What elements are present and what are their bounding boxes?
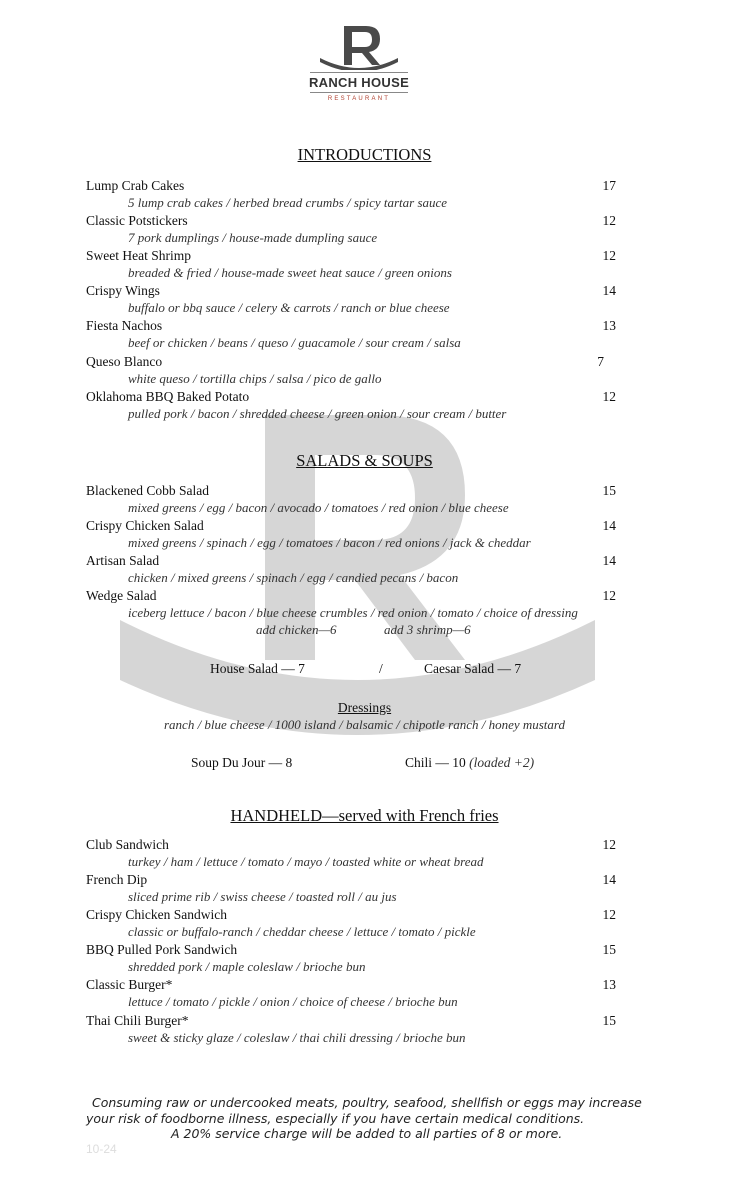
- item-price: 13: [602, 977, 616, 992]
- menu-item: [86, 388, 616, 423]
- item-price: 15: [602, 1013, 616, 1028]
- menu-item: [86, 177, 616, 212]
- item-desc: mixed greens / spinach / egg / tomatoes / bacon / red onions / jack & cheddar: [128, 535, 531, 550]
- chili-note: (loaded +2): [469, 755, 535, 770]
- item-name: Sweet Heat Shrimp: [86, 248, 191, 263]
- item-desc: turkey / ham / lettuce / tomato / mayo / toasted white or wheat bread: [128, 854, 484, 869]
- item-desc: lettuce / tomato / pickle / onion / choice of cheese / brioche bun: [128, 994, 458, 1009]
- item-price: 14: [602, 283, 616, 298]
- item-desc: mixed greens / egg / bacon / avocado / tomatoes / red onion / blue cheese: [128, 500, 509, 515]
- section-title-salads: SALADS & SOUPS: [296, 451, 433, 470]
- menu-item: [86, 517, 616, 552]
- brand-name: RANCH HOUSE: [308, 75, 410, 90]
- menu-item: [86, 353, 616, 388]
- menu-item: [86, 587, 616, 622]
- item-price: 15: [602, 483, 616, 498]
- menu-item: [86, 836, 616, 871]
- item-price: 12: [602, 588, 616, 603]
- chili: [405, 755, 534, 771]
- item-name: Crispy Chicken Sandwich: [86, 907, 227, 922]
- salad-divider: /: [379, 661, 383, 676]
- item-desc: pulled pork / bacon / shredded cheese / green onion / sour cream / butter: [128, 406, 507, 421]
- logo-rule-top: [310, 72, 408, 73]
- chili-label: Chili — 10: [405, 755, 466, 770]
- dressings-title: Dressings: [337, 700, 392, 715]
- item-name: Oklahoma BBQ Baked Potato: [86, 389, 250, 404]
- notice-line-1: Consuming raw or undercooked meats, poultry, seafood, shellfish or eggs may increase: [92, 1095, 642, 1110]
- menu-item: [86, 976, 616, 1011]
- item-desc: sweet & sticky glaze / coleslaw / thai chili dressing / brioche bun: [128, 1030, 466, 1045]
- menu-item: [86, 552, 616, 587]
- section-title-introductions: INTRODUCTIONS: [297, 145, 432, 164]
- item-desc: breaded & fried / house-made sweet heat sauce / green onions: [128, 265, 452, 280]
- menu-item: [86, 482, 616, 517]
- item-price: 14: [602, 553, 616, 568]
- item-name: Lump Crab Cakes: [86, 178, 185, 193]
- item-name: Fiesta Nachos: [86, 318, 163, 333]
- menu-item: [86, 871, 616, 906]
- item-name: Wedge Salad: [86, 588, 157, 603]
- menu-item: [86, 1012, 616, 1047]
- food-safety-notice: [86, 1095, 646, 1142]
- item-desc: chicken / mixed greens / spinach / egg / candied pecans / bacon: [128, 570, 459, 585]
- item-name: Classic Burger*: [86, 977, 173, 992]
- menu-item: [86, 282, 616, 317]
- item-name: BBQ Pulled Pork Sandwich: [86, 942, 238, 957]
- menu-version-code: 10-24: [86, 1142, 117, 1156]
- soup-du-jour: Soup Du Jour — 8: [191, 755, 293, 770]
- house-salad: House Salad — 7: [210, 661, 305, 676]
- item-name: Club Sandwich: [86, 837, 169, 852]
- caesar-salad: Caesar Salad — 7: [424, 661, 522, 676]
- add-shrimp-option: add 3 shrimp—6: [384, 622, 471, 637]
- item-desc: 7 pork dumplings / house-made dumpling sauce: [128, 230, 378, 245]
- section-title-handheld: HANDHELD—served with French fries: [230, 806, 499, 825]
- item-name: Blackened Cobb Salad: [86, 483, 209, 498]
- item-price: 12: [602, 907, 616, 922]
- item-name: Artisan Salad: [86, 553, 160, 568]
- item-name: Crispy Chicken Salad: [86, 518, 204, 533]
- logo-rule-bottom: [310, 92, 408, 93]
- item-name: Thai Chili Burger*: [86, 1013, 189, 1028]
- item-price: 12: [602, 837, 616, 852]
- menu-item: [86, 212, 616, 247]
- item-desc: iceberg lettuce / bacon / blue cheese crumbles / red onion / tomato / choice of dressing: [128, 605, 578, 620]
- item-desc: beef or chicken / beans / queso / guacamole / sour cream / salsa: [128, 335, 461, 350]
- item-price: 14: [602, 872, 616, 887]
- item-desc: buffalo or bbq sauce / celery & carrots / ranch or blue cheese: [128, 300, 450, 315]
- menu-item: [86, 941, 616, 976]
- item-desc: white queso / tortilla chips / salsa / pico de gallo: [128, 371, 382, 386]
- dressings-list: ranch / blue cheese / 1000 island / balsamic / chipotle ranch / honey mustard: [163, 717, 565, 732]
- item-name: Classic Potstickers: [86, 213, 188, 228]
- menu-item: [86, 247, 616, 282]
- item-desc: classic or buffalo-ranch / cheddar cheese / lettuce / tomato / pickle: [128, 924, 476, 939]
- item-price: 7: [597, 354, 604, 369]
- item-name: Crispy Wings: [86, 283, 160, 298]
- menu-item: [86, 906, 616, 941]
- item-price: 13: [602, 318, 616, 333]
- add-chicken-option: add chicken—6: [256, 622, 337, 637]
- item-price: 12: [602, 248, 616, 263]
- item-desc: shredded pork / maple coleslaw / brioche bun: [128, 959, 366, 974]
- item-name: French Dip: [86, 872, 148, 887]
- item-desc: 5 lump crab cakes / herbed bread crumbs / spicy tartar sauce: [128, 195, 448, 210]
- restaurant-logo: [304, 22, 414, 102]
- item-desc: sliced prime rib / swiss cheese / toasted roll / au jus: [128, 889, 397, 904]
- item-price: 17: [602, 178, 616, 193]
- brand-subtitle: RESTAURANT: [327, 96, 391, 102]
- r-logo-icon: [314, 22, 404, 70]
- item-price: 14: [602, 518, 616, 533]
- item-price: 15: [602, 942, 616, 957]
- item-price: 12: [602, 389, 616, 404]
- item-name: Queso Blanco: [86, 354, 163, 369]
- menu-item: [86, 317, 616, 352]
- notice-line-2: your risk of foodborne illness, especially if you have certain medical conditions.: [86, 1110, 585, 1126]
- notice-line-3: A 20% service charge will be added to all parties of 8 or more.: [171, 1126, 563, 1141]
- item-price: 12: [602, 213, 616, 228]
